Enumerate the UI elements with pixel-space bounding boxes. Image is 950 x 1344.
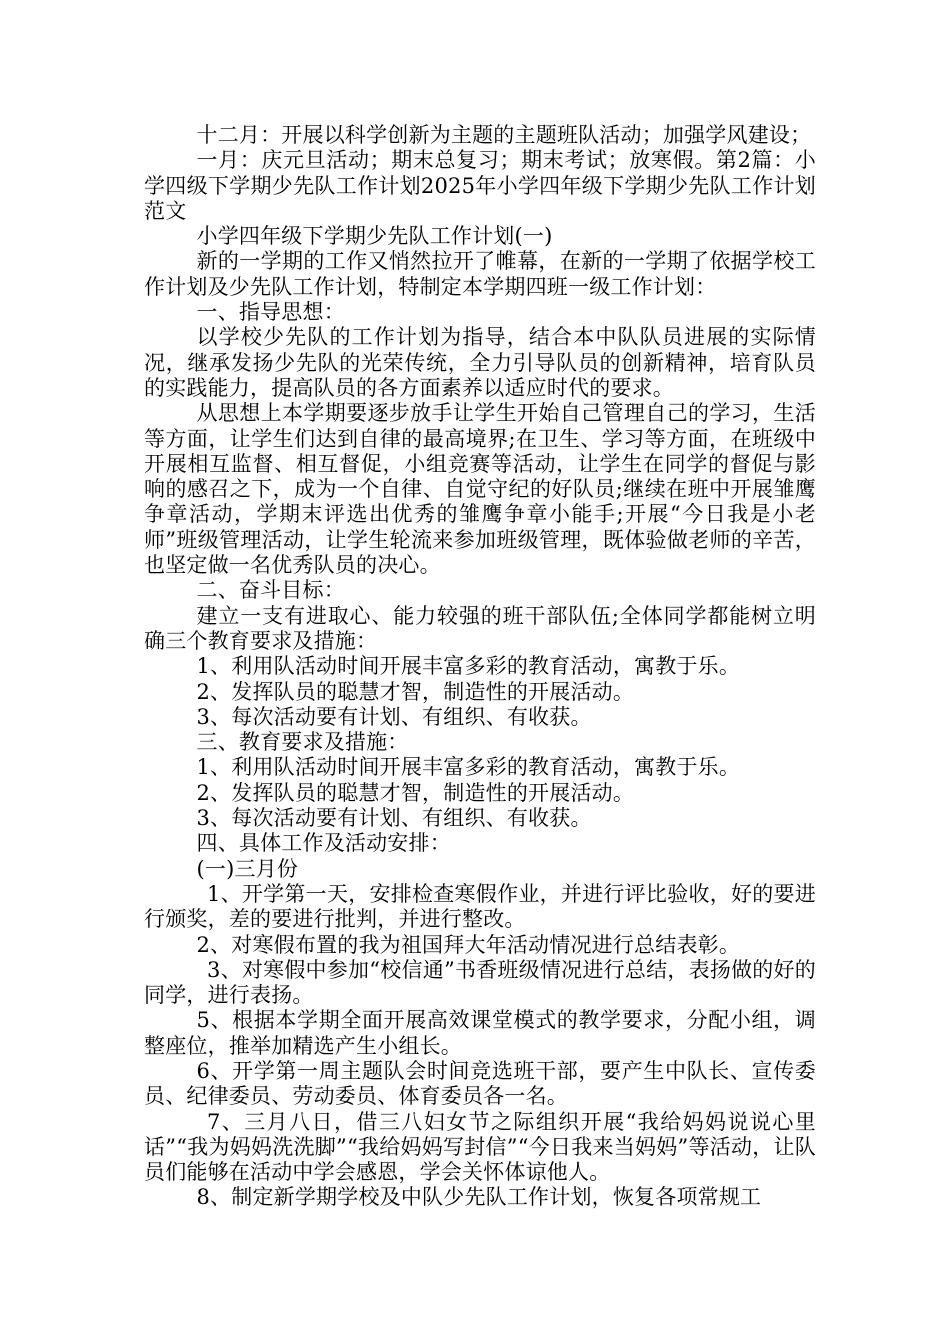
heading-requirements: 三、教育要求及措施： <box>196 730 409 755</box>
paragraph-self-management: 从思想上本学期要逐步放手让学生开始自己管理自己的学习，生活等方面，让学生们达到自律的最高境界;在卫生、学习等方面，在班级中开展相互监督、相互督促，小组竞赛等活动，让学生在同学的督促与影响的感召之下，成为一个自律、自觉守纪的好队员;继续在班中开展雏鹰争章活动，学期末评选出优秀的雏鹰争章小能手;开展“今日我是小老师”班级管理活动，让学生轮流来参加班级管理，既体验做老师的辛苦，也坚定做一名优秀队员的决心。 <box>144 401 816 578</box>
paragraph-goals: 建立一支有进取心、能力较强的班干部队伍;全体同学都能树立明确三个教育要求及措施： <box>144 603 816 653</box>
list-item-march-5: 5、根据本学期全面开展高效课堂模式的教学要求，分配小组，调整座位，推举加精选产生小组长。 <box>144 1008 816 1058</box>
list-item-requirement-2: 2、发挥队员的聪慧才智，制造性的开展活动。 <box>196 780 635 805</box>
paragraph-january: 一月：庆元旦活动；期末总复习；期末考试；放寒假。第2篇：小学四级下学期少先队工作计划2025年小学四年级下学期少先队工作计划范文 <box>144 148 816 223</box>
heading-guiding-thought: 一、指导思想： <box>196 300 345 325</box>
list-item-march-2: 2、对寒假布置的我为祖国拜大年活动情况进行总结表彰。 <box>196 932 741 957</box>
paragraph-guiding-thought: 以学校少先队的工作计划为指导，结合本中队队员进展的实际情况，继承发扬少先队的光荣传统，全力引导队员的创新精神，培育队员的实践能力，提高队员的各方面素养以适应时代的要求。 <box>144 325 816 400</box>
paragraph-intro: 新的一学期的工作又悄然拉开了帷幕，在新的一学期了依据学校工作计划及少先队工作计划，特制定本学期四班一级工作计划： <box>144 249 816 299</box>
paragraph-december: 十二月：开展以科学创新为主题的主题班队活动；加强学风建设； <box>196 123 812 147</box>
list-item-march-7: 7、三月八日，借三八妇女节之际组织开展“我给妈妈说说心里话”“我为妈妈洗洗脚”“我给妈妈写封信”“今日我来当妈妈”等活动，让队员们能够在活动中学会感恩，学会关怀体谅他人。 <box>144 1109 816 1185</box>
list-item-requirement-1: 1、利用队活动时间开展丰富多彩的教育活动，寓教于乐。 <box>196 755 741 780</box>
list-item-requirement-3: 3、每次活动要有计划、有组织、有收获。 <box>196 806 592 831</box>
list-item-goal-1: 1、利用队活动时间开展丰富多彩的教育活动，寓教于乐。 <box>196 654 741 679</box>
paragraph-plan-title: 小学四年级下学期少先队工作计划(一) <box>196 224 553 249</box>
list-item-march-1: 1、开学第一天，安排检查寒假作业，并进行评比验收，好的要进行颁奖，差的要进行批判，并进行整改。 <box>144 881 816 932</box>
list-item-march-8: 8、制定新学期学校及中队少先队工作计划，恢复各项常规工 <box>196 1185 762 1210</box>
heading-activities: 四、具体工作及活动安排： <box>196 831 451 856</box>
heading-march: (一)三月份 <box>196 856 299 881</box>
list-item-march-6: 6、开学第一周主题队会时间竞选班干部，要产生中队长、宣传委员、纪律委员、劳动委员、体育委员各一名。 <box>144 1058 816 1109</box>
document-body <box>144 123 816 1211</box>
heading-goals: 二、奋斗目标： <box>196 578 345 603</box>
list-item-march-3: 3、对寒假中参加“校信通”书香班级情况进行总结，表扬做的好的同学，进行表扬。 <box>144 957 816 1008</box>
list-item-goal-3: 3、每次活动要有计划、有组织、有收获。 <box>196 704 592 729</box>
list-item-goal-2: 2、发挥队员的聪慧才智，制造性的开展活动。 <box>196 679 635 704</box>
